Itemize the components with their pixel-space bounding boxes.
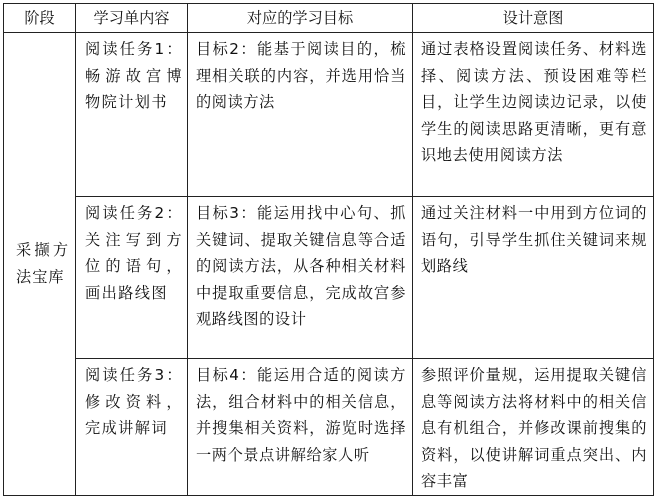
row-3-intent-cell [413, 359, 654, 496]
table-header-row [4, 4, 654, 33]
row-2-intent: 通过关注材料一中用到方位词的语句，引导学生抓住关键词来规划路线 [421, 204, 647, 275]
table-row [4, 197, 654, 359]
header-stage: 阶段 [4, 4, 76, 33]
row-1-content: 阅读任务1：畅游故宫博物院计划书 [85, 40, 183, 111]
row-1-intent-cell [413, 33, 654, 197]
row-1-goal: 目标2：能基于阅读目的，梳理相关联的内容，并选用恰当的阅读方法 [196, 40, 406, 111]
row-3-content: 阅读任务3：修改资料，完成讲解词 [85, 366, 183, 437]
lesson-design-table [3, 3, 654, 496]
row-2-goal-cell [188, 197, 413, 359]
row-1-intent: 通过表格设置阅读任务、材料选择、阅读方法、预设困难等栏目，让学生边阅读边记录，以使学生的阅读思路更清晰，更有意识地去使用阅读方法 [421, 40, 647, 164]
row-2-intent-cell [413, 197, 654, 359]
row-3-goal: 目标4：能运用合适的阅读方法，组合材料中的相关信息，并搜集相关资料，游览时选择一两个景点讲解给家人听 [196, 366, 406, 464]
table-row [4, 359, 654, 496]
row-1-content-cell [76, 33, 188, 197]
row-3-content-cell [76, 359, 188, 496]
stage-text: 采撷方法宝库 [16, 241, 69, 286]
row-2-goal: 目标3：能运用找中心句、抓关键词、提取关键信息等合适的阅读方法，从各种相关材料中提取重要信息，完成故宫参观路线图的设计 [196, 204, 406, 328]
stage-cell [4, 33, 76, 496]
row-1-goal-cell [188, 33, 413, 197]
row-2-content: 阅读任务2：关注写到方位的语句，画出路线图 [85, 204, 183, 302]
lesson-design-table-container [3, 3, 653, 495]
header-content: 学习单内容 [76, 4, 188, 33]
table-row [4, 33, 654, 197]
row-2-content-cell [76, 197, 188, 359]
header-goal: 对应的学习目标 [188, 4, 413, 33]
header-intent: 设计意图 [413, 4, 654, 33]
row-3-goal-cell [188, 359, 413, 496]
row-3-intent: 参照评价量规，运用提取关键信息等阅读方法将材料中的相关信息有机组合，并修改课前搜集的资料，以使讲解词重点突出、内容丰富 [421, 366, 647, 490]
